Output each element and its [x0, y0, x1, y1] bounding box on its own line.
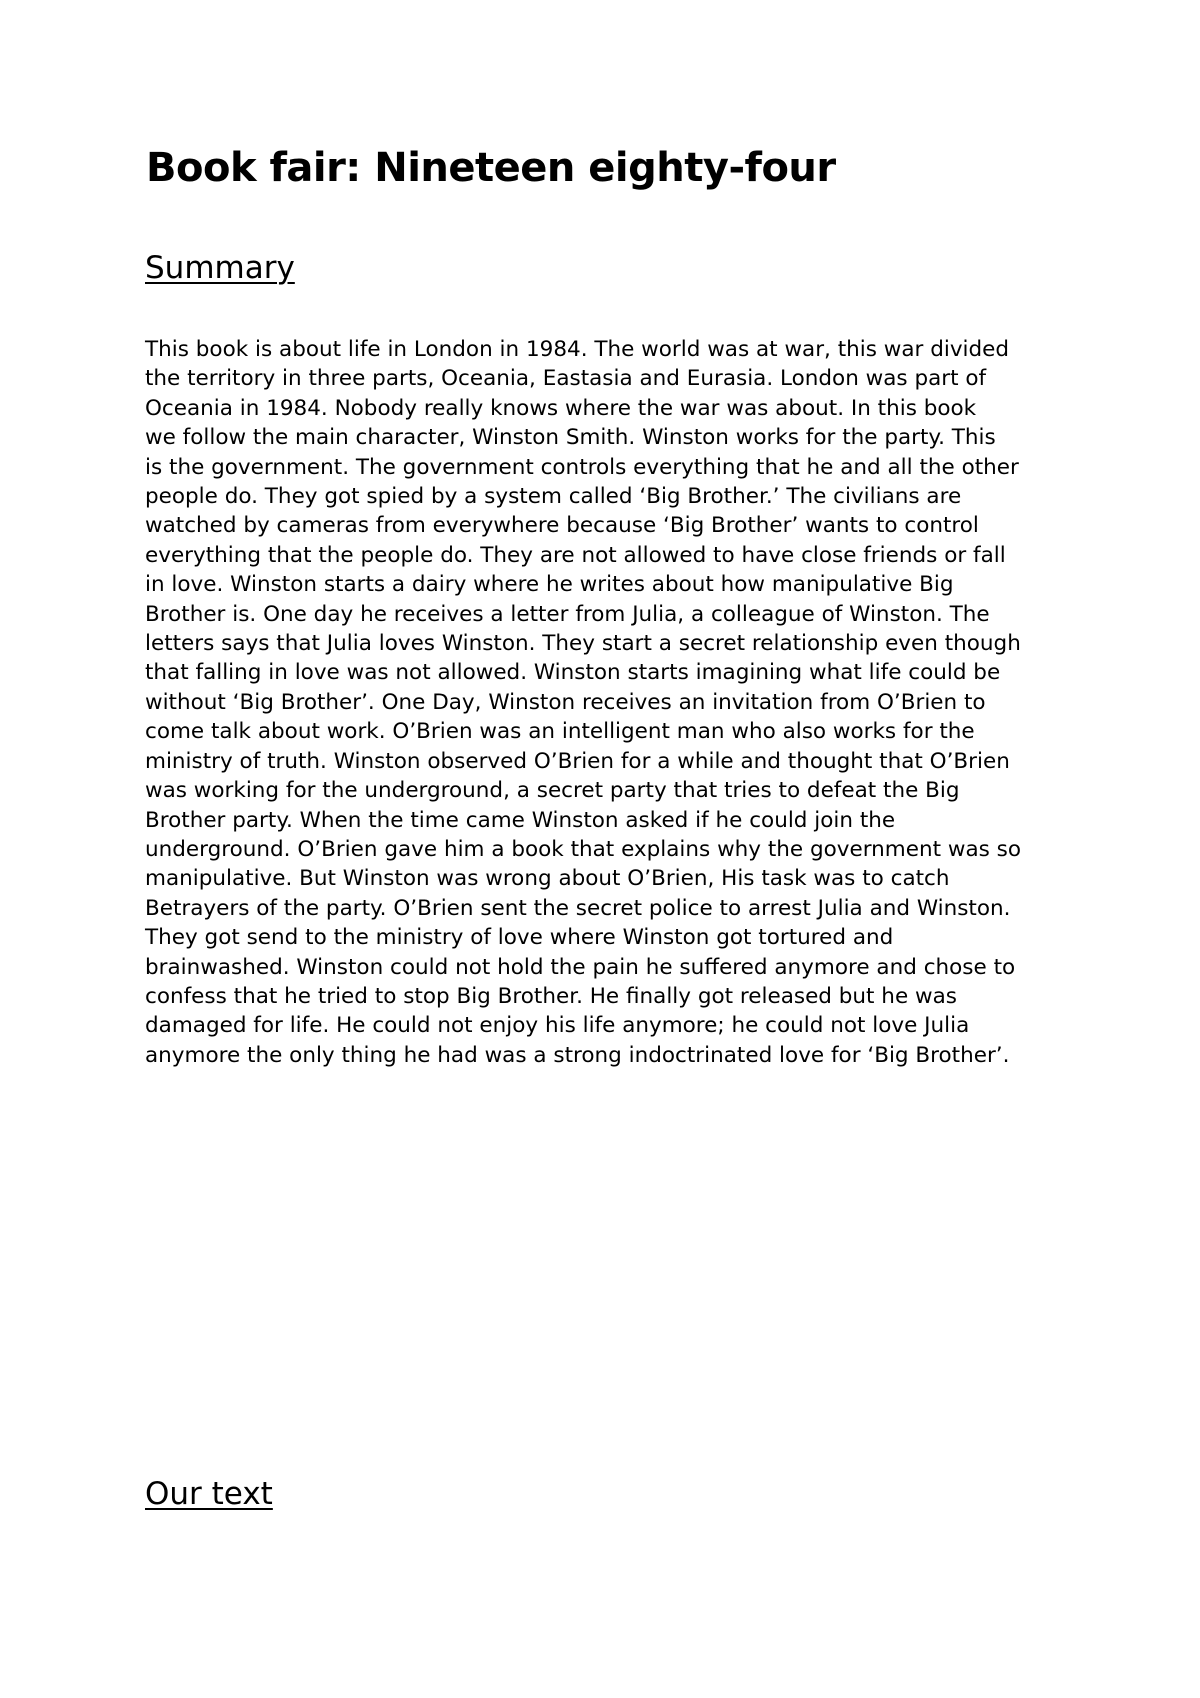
summary-line: the territory in three parts, Oceania, Eastasia and Eurasia. London was part of — [145, 366, 987, 392]
summary-heading: Summary — [145, 250, 295, 286]
our-text-heading: Our text — [145, 1476, 273, 1512]
summary-paragraph — [145, 335, 1085, 1070]
summary-line: anymore the only thing he had was a strong indoctrinated love for ‘Big Brother’. — [145, 1042, 1010, 1068]
summary-line: watched by cameras from everywhere because ‘Big Brother’ wants to control — [145, 513, 979, 539]
document-title: Book fair: Nineteen eighty-four — [146, 145, 836, 191]
summary-line: ministry of truth. Winston observed O’Brien for a while and thought that O’Brien — [145, 748, 1010, 774]
summary-line: confess that he tried to stop Big Brother. He finally got released but he was — [145, 983, 957, 1009]
summary-line: underground. O’Brien gave him a book that explains why the government was so — [145, 836, 1022, 862]
summary-line: we follow the main character, Winston Smith. Winston works for the party. This — [145, 425, 996, 451]
summary-line: They got send to the ministry of love where Winston got tortured and — [145, 925, 894, 951]
summary-line: Oceania in 1984. Nobody really knows where the war was about. In this book — [145, 395, 977, 421]
summary-line: Betrayers of the party. O’Brien sent the secret police to arrest Julia and Winston. — [145, 895, 1011, 921]
summary-line: everything that the people do. They are not allowed to have close friends or fall — [145, 542, 1006, 568]
summary-line: Brother party. When the time came Winston asked if he could join the — [145, 807, 896, 833]
summary-line: letters says that Julia loves Winston. They start a secret relationship even though — [145, 631, 1021, 657]
summary-line: Brother is. One day he receives a letter from Julia, a colleague of Winston. The — [145, 601, 990, 627]
summary-line: manipulative. But Winston was wrong about O’Brien, His task was to catch — [145, 866, 950, 892]
summary-line: that falling in love was not allowed. Winston starts imagining what life could be — [145, 660, 1001, 686]
summary-line: is the government. The government controls everything that he and all the other — [145, 454, 1019, 480]
summary-line: in love. Winston starts a dairy where he writes about how manipulative Big — [145, 572, 954, 598]
summary-line: damaged for life. He could not enjoy his life anymore; he could not love Julia — [145, 1013, 970, 1039]
summary-line: without ‘Big Brother’. One Day, Winston receives an invitation from O’Brien to — [145, 689, 986, 715]
summary-line: brainwashed. Winston could not hold the pain he suffered anymore and chose to — [145, 954, 1016, 980]
summary-line: people do. They got spied by a system called ‘Big Brother.’ The civilians are — [145, 484, 962, 510]
summary-line: This book is about life in London in 1984. The world was at war, this war divided — [145, 337, 1010, 362]
summary-line: was working for the underground, a secret party that tries to defeat the Big — [145, 778, 960, 804]
summary-line: come talk about work. O’Brien was an intelligent man who also works for the — [145, 719, 975, 745]
